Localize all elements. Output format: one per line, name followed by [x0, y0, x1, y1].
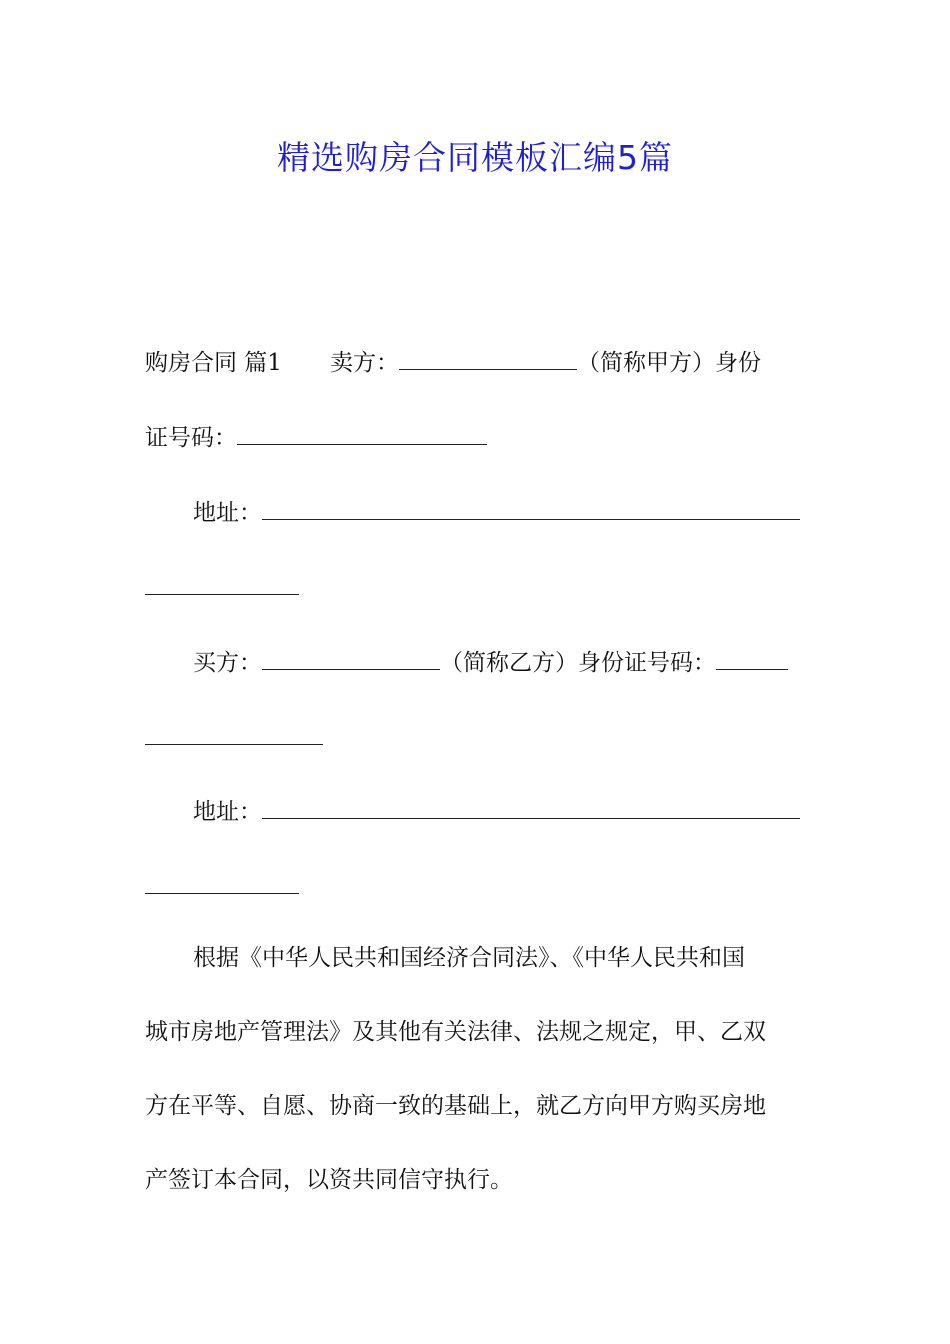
buyer-address-blank-2[interactable] — [145, 867, 299, 894]
buyer-address-continuation — [145, 867, 807, 901]
paragraph-line: 产签订本合同，以资共同信守执行。 — [145, 1167, 513, 1193]
buyer-id-blank[interactable] — [716, 643, 788, 670]
buyer-alias: （简称乙方）身份证号码： — [440, 650, 716, 676]
paragraph-line: 城市房地产管理法》及其他有关法律、法规之规定，甲、乙双 — [145, 1019, 766, 1045]
seller-name-blank[interactable] — [399, 343, 577, 370]
buyer-id-blank-2[interactable] — [145, 718, 323, 745]
seller-address-line — [145, 493, 807, 527]
buyer-line — [145, 643, 807, 677]
seller-id-label: 证号码： — [145, 425, 237, 451]
buyer-address-line — [145, 792, 807, 826]
seller-address-label: 地址： — [193, 500, 262, 526]
buyer-address-blank[interactable] — [262, 792, 800, 819]
section-label: 购房合同 篇1 — [145, 350, 282, 376]
seller-address-blank[interactable] — [262, 493, 800, 520]
buyer-address-label: 地址： — [193, 799, 262, 825]
seller-alias: （简称甲方）身份 — [576, 350, 761, 376]
seller-label: 卖方： — [329, 350, 399, 376]
seller-id-line — [145, 418, 807, 452]
seller-line — [145, 343, 807, 377]
buyer-id-continuation — [145, 718, 807, 752]
buyer-name-blank[interactable] — [262, 643, 440, 670]
seller-address-continuation — [145, 568, 807, 602]
seller-id-blank[interactable] — [237, 418, 487, 445]
buyer-label: 买方： — [193, 650, 262, 676]
paragraph-line: 方在平等、自愿、协商一致的基础上，就乙方向甲方购买房地 — [145, 1093, 766, 1119]
seller-address-blank-2[interactable] — [145, 568, 299, 595]
document-title: 精选购房合同模板汇编5篇 — [277, 138, 673, 177]
paragraph-line: 根据《中华人民共和国经济合同法》、《中华人民共和国 — [193, 945, 745, 971]
